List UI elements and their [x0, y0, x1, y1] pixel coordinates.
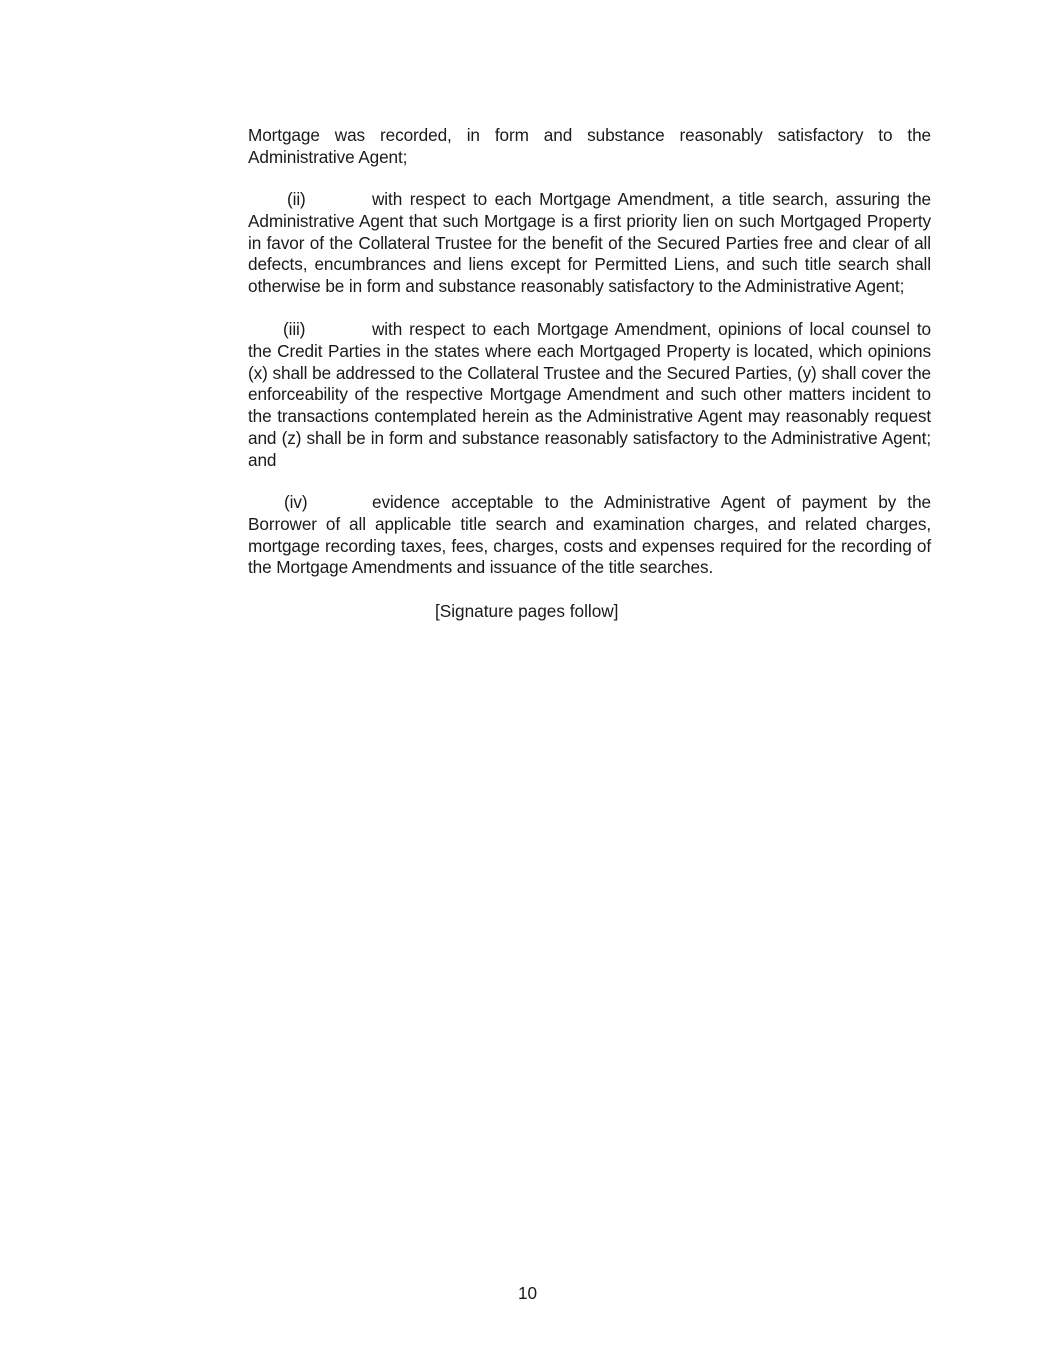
continuation-paragraph: Mortgage was recorded, in form and substance reasonably satisfactory to the Administrative Agent;: [248, 125, 931, 167]
item-label-iii: (iii): [283, 319, 306, 339]
list-item-iv: [248, 492, 931, 579]
item-text-ii: with respect to each Mortgage Amendment, a title search, assuring the Administrative Agent that such Mortgage is a first priority lien on such Mortgaged Property in favor of the Collateral Trustee for the benefit of the Secured Parties free and clear of all defects, encumbrances and liens except for Permitted Liens, and such title search shall otherwise be in form and substance reasonably satisfactory to the Administrative Agent;: [248, 189, 931, 297]
item-label-ii: (ii): [287, 189, 306, 209]
item-text-iv: evidence acceptable to the Administrative Agent of payment by the Borrower of all applicable title search and examination charges, and related charges, mortgage recording taxes, fees, charges, costs and expenses required for the recording of the Mortgage Amendments and issuance of the title searches.: [248, 492, 931, 578]
signature-pages-note: [Signature pages follow]: [435, 601, 619, 621]
page-number: 10: [517, 1283, 538, 1303]
list-item-ii: [248, 189, 931, 298]
item-label-iv: (iv): [284, 492, 308, 512]
list-item-iii: [248, 319, 931, 472]
item-text-iii: with respect to each Mortgage Amendment, opinions of local counsel to the Credit Parties in the states where each Mortgaged Property is located, which opinions (x) shall be addressed to the Collateral Trustee and the Secured Parties, (y) shall cover the enforceability of the respective Mortgage Amendment and such other matters incident to the transactions contemplated herein as the Administrative Agent may reasonably request and (z) shall be in form and substance reasonably satisfactory to the Administrative Agent; and: [248, 319, 931, 470]
